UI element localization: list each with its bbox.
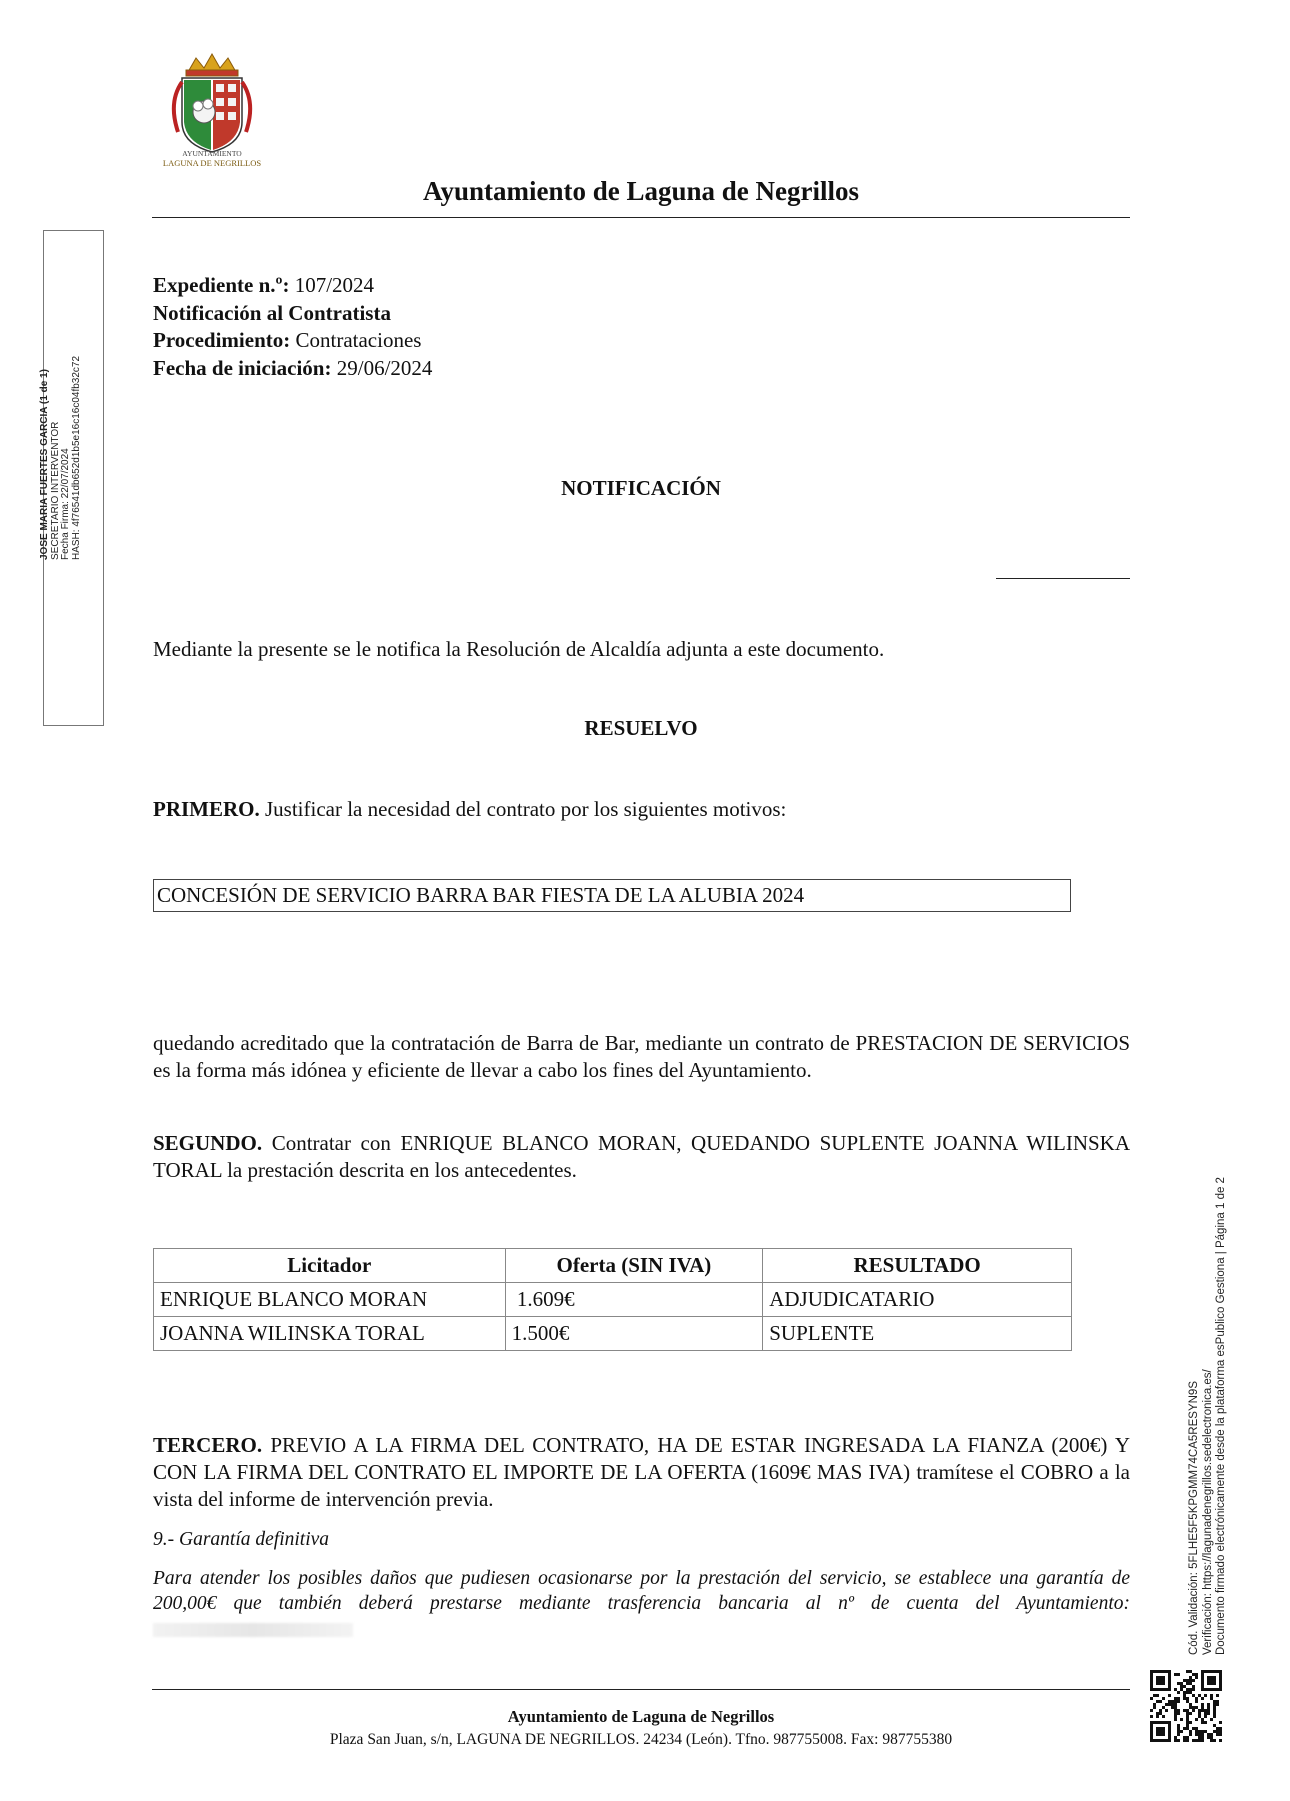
header-divider (152, 217, 1130, 218)
signature-date: Fecha Firma: 22/07/2024 (60, 448, 71, 560)
oferta-cell: 1.609€ (505, 1283, 763, 1317)
signer-role: SECRETARIO INTERVENTOR (49, 421, 61, 560)
tercero-paragraph (153, 1432, 1130, 1513)
signature-stamp-text (40, 356, 82, 560)
document-metadata (153, 272, 432, 382)
short-rule (996, 578, 1130, 579)
svg-text:LAGUNA DE NEGRILLOS: LAGUNA DE NEGRILLOS (162, 158, 262, 168)
verification-url: Verificación: https://lagunadenegrillos.sedelectronica.es/ (1201, 1369, 1214, 1655)
column-header-licitador: Licitador (154, 1249, 506, 1283)
column-header-resultado: RESULTADO (763, 1249, 1072, 1283)
segundo-paragraph (153, 1130, 1130, 1184)
licitadores-table (153, 1248, 1072, 1351)
tercero-text: PREVIO A LA FIRMA DEL CONTRATO, HA DE ESTAR INGRESADA LA FIANZA (200€) Y CON LA FIRMA DEL CONTRATO EL IMPORTE DE LA OFERTA (1609€ MAS IVA) tramítese el COBRO a la vista del informe de intervención previa. (153, 1433, 1131, 1511)
qr-code (1150, 1670, 1222, 1742)
verification-text (1188, 1177, 1229, 1655)
validation-code: Cód. Validación: 5FLHE5F5KPGMM74CA5RESYN9S (1188, 1381, 1200, 1655)
table-row (154, 1317, 1072, 1351)
table-header-row (154, 1249, 1072, 1283)
procedimiento-label: Procedimiento: (153, 328, 291, 352)
segundo-text: Contratar con ENRIQUE BLANCO MORAN, QUEDANDO SUPLENTE JOANNA WILINSKA TORAL la prestación descrita en los antecedentes. (153, 1131, 1131, 1182)
primero-paragraph (153, 796, 1130, 823)
footer-divider (152, 1689, 1130, 1690)
resultado-cell: SUPLENTE (763, 1317, 1072, 1351)
expediente-value: 107/2024 (294, 273, 375, 297)
fecha-label: Fecha de iniciación: (153, 355, 332, 380)
footer-address: Plaza San Juan, s/n, LAGUNA DE NEGRILLOS. 24234 (León). Tfno. 987755008. Fax: 987755380 (329, 1731, 953, 1748)
table-row (154, 1283, 1072, 1317)
expediente-label: Expediente n.º: (153, 273, 290, 297)
procedimiento-value: Contrataciones (295, 328, 422, 352)
primero-text: Justificar la necesidad del contrato por los siguientes motivos: (265, 797, 787, 821)
tercero-label: TERCERO. (153, 1433, 263, 1457)
column-header-oferta: Oferta (SIN IVA) (505, 1249, 763, 1283)
header-title: Ayuntamiento de Laguna de Negrillos (422, 176, 860, 206)
segundo-label: SEGUNDO. (153, 1131, 263, 1155)
resuelvo-heading: RESUELVO (584, 716, 698, 740)
signer-name: JOSE MARIA FUERTES GARCIA (1 de 1) (39, 369, 50, 560)
fecha-value: 29/06/2024 (336, 355, 433, 380)
platform-page-info: Documento firmado electrónicamente desde la plataforma esPublico Gestiona | Página 1 de 2 (1215, 1177, 1227, 1655)
licitador-cell: ENRIQUE BLANCO MORAN (154, 1283, 506, 1317)
primero-label: PRIMERO. (153, 797, 260, 821)
signature-hash: HASH: 4f76541db652d1b5e16c16c04fb32c72 (70, 355, 82, 560)
acreditado-paragraph: quedando acreditado que la contratación de Barra de Bar, mediante un contrato de PRESTACION DE SERVICIOS es la forma más idónea y eficiente de llevar a cabo los fines del Ayuntamiento. (153, 1031, 1130, 1082)
garantia-heading: 9.- Garantía definitiva (153, 1529, 330, 1550)
resultado-cell: ADJUDICATARIO (763, 1283, 1072, 1317)
intro-paragraph: Mediante la presente se le notifica la Resolución de Alcaldía adjunta a este documento. (153, 637, 885, 661)
garantia-text: Para atender los posibles daños que pudiesen ocasionarse por la prestación del servicio, se establece una garantía de 200,00€ que también deberá prestarse mediante trasferencia bancaria al nº de cuenta del Ayuntamiento: (153, 1568, 1130, 1614)
notificacion-heading: NOTIFICACIÓN (561, 476, 721, 500)
footer-title: Ayuntamiento de Laguna de Negrillos (507, 1707, 775, 1726)
municipal-coat-of-arms-logo (148, 52, 276, 170)
oferta-cell: 1.500€ (505, 1317, 763, 1351)
motivo-box: CONCESIÓN DE SERVICIO BARRA BAR FIESTA DE LA ALUBIA 2024 (153, 879, 1071, 912)
licitador-cell: JOANNA WILINSKA TORAL (154, 1317, 506, 1351)
svg-text:AYUNTAMIENTO: AYUNTAMIENTO (182, 149, 242, 158)
notificacion-type: Notificación al Contratista (153, 300, 391, 325)
garantia-paragraph (153, 1566, 1130, 1641)
redacted-account-number (153, 1623, 353, 1637)
